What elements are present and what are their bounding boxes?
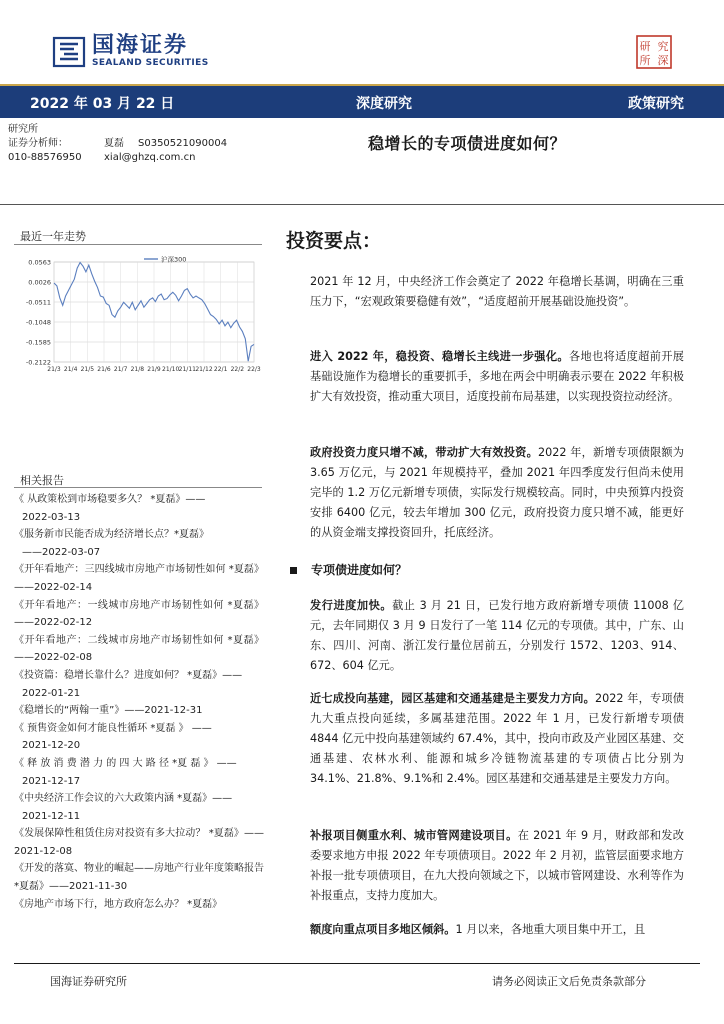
report-item[interactable] xyxy=(14,896,264,914)
report-item[interactable] xyxy=(14,720,264,755)
footer-institute: 国海证券研究所 xyxy=(50,975,127,988)
report-category: 政策研究 xyxy=(628,96,684,112)
report-item[interactable] xyxy=(14,597,264,632)
report-type: 深度研究 xyxy=(356,96,412,112)
report-date: 2021-12-17 xyxy=(22,775,81,787)
report-title: 《开年看地产：二线城市房地产市场韧性如何 *夏磊》——2022-02-08 xyxy=(14,634,264,664)
footer-disclaimer[interactable]: 请务必阅读正文后免责条款部分 xyxy=(492,975,646,988)
x-tick-label: 21/6 xyxy=(97,366,111,373)
trend-label: 最近一年走势 xyxy=(20,230,86,243)
analyst-dept: 研究所 xyxy=(8,124,38,135)
report-date: ——2022-03-07 xyxy=(22,546,101,558)
paragraph-5 xyxy=(310,689,684,789)
header-divider xyxy=(0,204,724,205)
research-seal-icon xyxy=(636,35,672,69)
x-tick-label: 21/5 xyxy=(80,366,95,373)
report-title: 《投资篇：稳增长靠什么？进度如何？ *夏磊》—— xyxy=(14,669,243,681)
x-tick-label: 21/7 xyxy=(113,366,128,373)
x-tick-label: 21/9 xyxy=(147,366,161,373)
footer-divider xyxy=(14,963,700,964)
x-tick-label: 21/11 xyxy=(178,366,196,373)
paragraph-5-lead: 近七成投向基建，园区基建和交通基建是主要发力方向。 xyxy=(310,692,595,705)
report-item[interactable] xyxy=(14,561,264,596)
paragraph-7-lead: 额度向重点项目多地区倾斜。 xyxy=(310,923,456,936)
report-banner xyxy=(0,84,724,118)
paragraph-1 xyxy=(310,272,684,312)
report-title: 《开发的落寞、物业的崛起——房地产行业年度策略报告 *夏磊》——2021-11-30 xyxy=(14,863,264,893)
report-item[interactable] xyxy=(14,526,264,561)
report-title: 《稳增长的“两翰一重”》——2021-12-31 xyxy=(14,705,203,717)
main-heading: 投资要点： xyxy=(286,230,382,252)
y-tick-label: 0.0563 xyxy=(28,258,51,267)
related-reports-list xyxy=(14,491,264,913)
bullet-square-icon xyxy=(290,567,297,574)
seal-glyph: 所 xyxy=(639,54,651,67)
trend-divider xyxy=(14,244,262,245)
report-title: 《发展保障性租赁住房对投资有多大拉动？ *夏磊》——2021-12-08 xyxy=(14,828,264,857)
paragraph-6-lead: 补报项目侧重水利、城市管网建设项目。 xyxy=(310,829,518,842)
seal-glyph: 究 xyxy=(657,40,669,53)
paragraph-3-text: 2022 年，新增专项债限额为 3.65 万亿元，与 2021 年规模持平，叠加 2021 年四季度发行但尚未使用完毕的 1.2 万亿元新增专项债，实际发行规模较高。同时，中央预算内投资安排 6400 亿元，较去年增加 300 亿元，政府投资力度只增不减，能更好的从资金端支撑投资回升，托底经济。 xyxy=(310,446,684,539)
company-name-en: SEALAND SECURITIES xyxy=(92,58,209,68)
y-tick-label: 0.0026 xyxy=(28,278,51,287)
x-tick-label: 21/12 xyxy=(195,366,213,373)
report-date: 2022 年 03 月 22 日 xyxy=(30,96,175,112)
report-item[interactable] xyxy=(14,755,264,790)
paragraph-7-text: 1 月以来，各地重大项目集中开工，且 xyxy=(455,923,646,936)
seal-glyph: 深 xyxy=(657,54,669,67)
report-item[interactable] xyxy=(14,790,264,825)
report-title: 《 预售资金如何才能良性循环 *夏磊 》 —— xyxy=(14,722,212,734)
report-item[interactable] xyxy=(14,632,264,667)
paragraph-5-text: 2022 年，专项债九大重点投向延续，多属基建范围。2022 年 1 月，已发行新增专项债 4844 亿元中投向基建领域约 67.4%，其中，投向市政及产业园区基建、交通基建、农林水利、能源和城乡冷链物流基建的专项债占比分别为 34.1%、21.8%、9.1%和 2.4%。园区基建和交通基建是主要发力方向。 xyxy=(310,692,684,785)
reports-label: 相关报告 xyxy=(20,474,64,487)
trend-chart xyxy=(14,250,262,380)
x-tick-label: 21/4 xyxy=(63,366,78,373)
paragraph-6-text: 在 2021 年 9 月，财政部和发改委要求地方申报 2022 年专项债项目。2022 年 2 月初，监管层面要求地方补报一批专项债项目，在九大投向领域之下，以城市管网建设、水利等作为补报重点，支持力度加大。 xyxy=(310,829,684,902)
x-tick-label: 22/2 xyxy=(230,366,245,373)
report-date: 2022-03-13 xyxy=(22,511,81,523)
x-tick-label: 22/3 xyxy=(247,366,261,373)
x-tick-label: 21/8 xyxy=(130,366,145,373)
paragraph-7 xyxy=(310,920,684,940)
report-title: 《中央经济工作会议的六大政策内涵 *夏磊》—— xyxy=(14,793,233,805)
legend-label: 沪深300 xyxy=(161,255,187,264)
paragraph-4 xyxy=(310,596,684,676)
report-date: 2021-12-11 xyxy=(22,810,81,822)
x-tick-label: 21/10 xyxy=(162,366,180,373)
analyst-email[interactable]: xial@ghzq.com.cn xyxy=(104,152,196,163)
paragraph-4-lead: 发行进度加快。 xyxy=(310,599,393,612)
paragraph-3 xyxy=(310,443,684,543)
paragraph-6 xyxy=(310,826,684,906)
y-tick-label: -0.1048 xyxy=(25,318,51,327)
analyst-license: S0350521090004 xyxy=(138,138,228,149)
report-title: 《开年看地产：三四线城市房地产市场韧性如何 *夏磊》——2022-02-14 xyxy=(14,564,264,593)
report-title: 《 从政策松到市场稳要多久？ *夏磊》—— xyxy=(14,494,206,505)
report-title: 《房地产市场下行，地方政府怎么办？ *夏磊》 xyxy=(14,898,223,910)
paragraph-2-text: 各地也将适度超前开展基础设施作为稳增长的重要抓手，多地在两会中明确表示要在 2022 年积极扩大有效投资，推动重大项目，适度投前布局基建，以实现投资拉动经济。 xyxy=(310,350,684,403)
report-date: 2021-12-20 xyxy=(22,740,81,752)
x-tick-label: 21/3 xyxy=(47,366,61,373)
company-name-cn: 国海证券 xyxy=(92,33,189,58)
analyst-phone: 010-88576950 xyxy=(8,152,82,163)
paragraph-2 xyxy=(310,347,684,407)
sealand-logo-icon xyxy=(52,35,86,69)
reports-divider xyxy=(14,487,262,488)
report-item[interactable] xyxy=(14,491,264,526)
report-date: 2022-01-21 xyxy=(22,687,81,699)
y-tick-label: -0.2122 xyxy=(25,358,51,367)
analyst-name: 夏磊 xyxy=(104,138,124,149)
report-item[interactable] xyxy=(14,860,264,895)
report-item[interactable] xyxy=(14,667,264,702)
analyst-role: 证券分析师： xyxy=(8,138,68,149)
report-item[interactable] xyxy=(14,702,264,720)
paragraph-2-lead: 进入 2022 年，稳投资、稳增长主线进一步强化。 xyxy=(310,350,569,363)
analyst-info xyxy=(8,123,227,165)
paragraph-1-text: 2021 年 12 月，中央经济工作会奠定了 2022 年稳增长基调，明确在三重压力下，“宏观政策要稳健有效”，“适度超前开展基础设施投资”。 xyxy=(310,275,684,308)
report-title: 《 释 放 消 费 潜 力 的 四 大 路 径 *夏 磊 》 —— xyxy=(14,757,237,769)
y-tick-label: -0.1585 xyxy=(25,338,51,347)
report-title: 《开年看地产：一线城市房地产市场韧性如何 *夏磊》——2022-02-12 xyxy=(14,599,264,629)
report-title: 《服务新市民能否成为经济增长点？*夏磊》 xyxy=(14,529,209,541)
x-tick-label: 22/1 xyxy=(213,366,228,373)
company-logo xyxy=(52,34,209,69)
page-title: 稳增长的专项债进度如何？ xyxy=(368,134,567,153)
section-heading-text: 专项债进度如何？ xyxy=(311,563,408,577)
seal-glyph: 研 xyxy=(639,40,651,53)
paragraph-3-lead: 政府投资力度只增不减，带动扩大有效投资。 xyxy=(310,446,538,459)
section-heading xyxy=(290,561,407,578)
report-item[interactable] xyxy=(14,825,264,860)
y-tick-label: -0.0511 xyxy=(25,298,51,307)
paragraph-4-text: 截止 3 月 21 日，已发行地方政府新增专项债 11008 亿元，去年同期仅 3 月 9 日发行了一笔 114 亿元的专项债。其中，广东、山东、四川、河南、浙江发行量位居前五，分别发行 1572、1203、914、672、604 亿元。 xyxy=(310,599,684,672)
